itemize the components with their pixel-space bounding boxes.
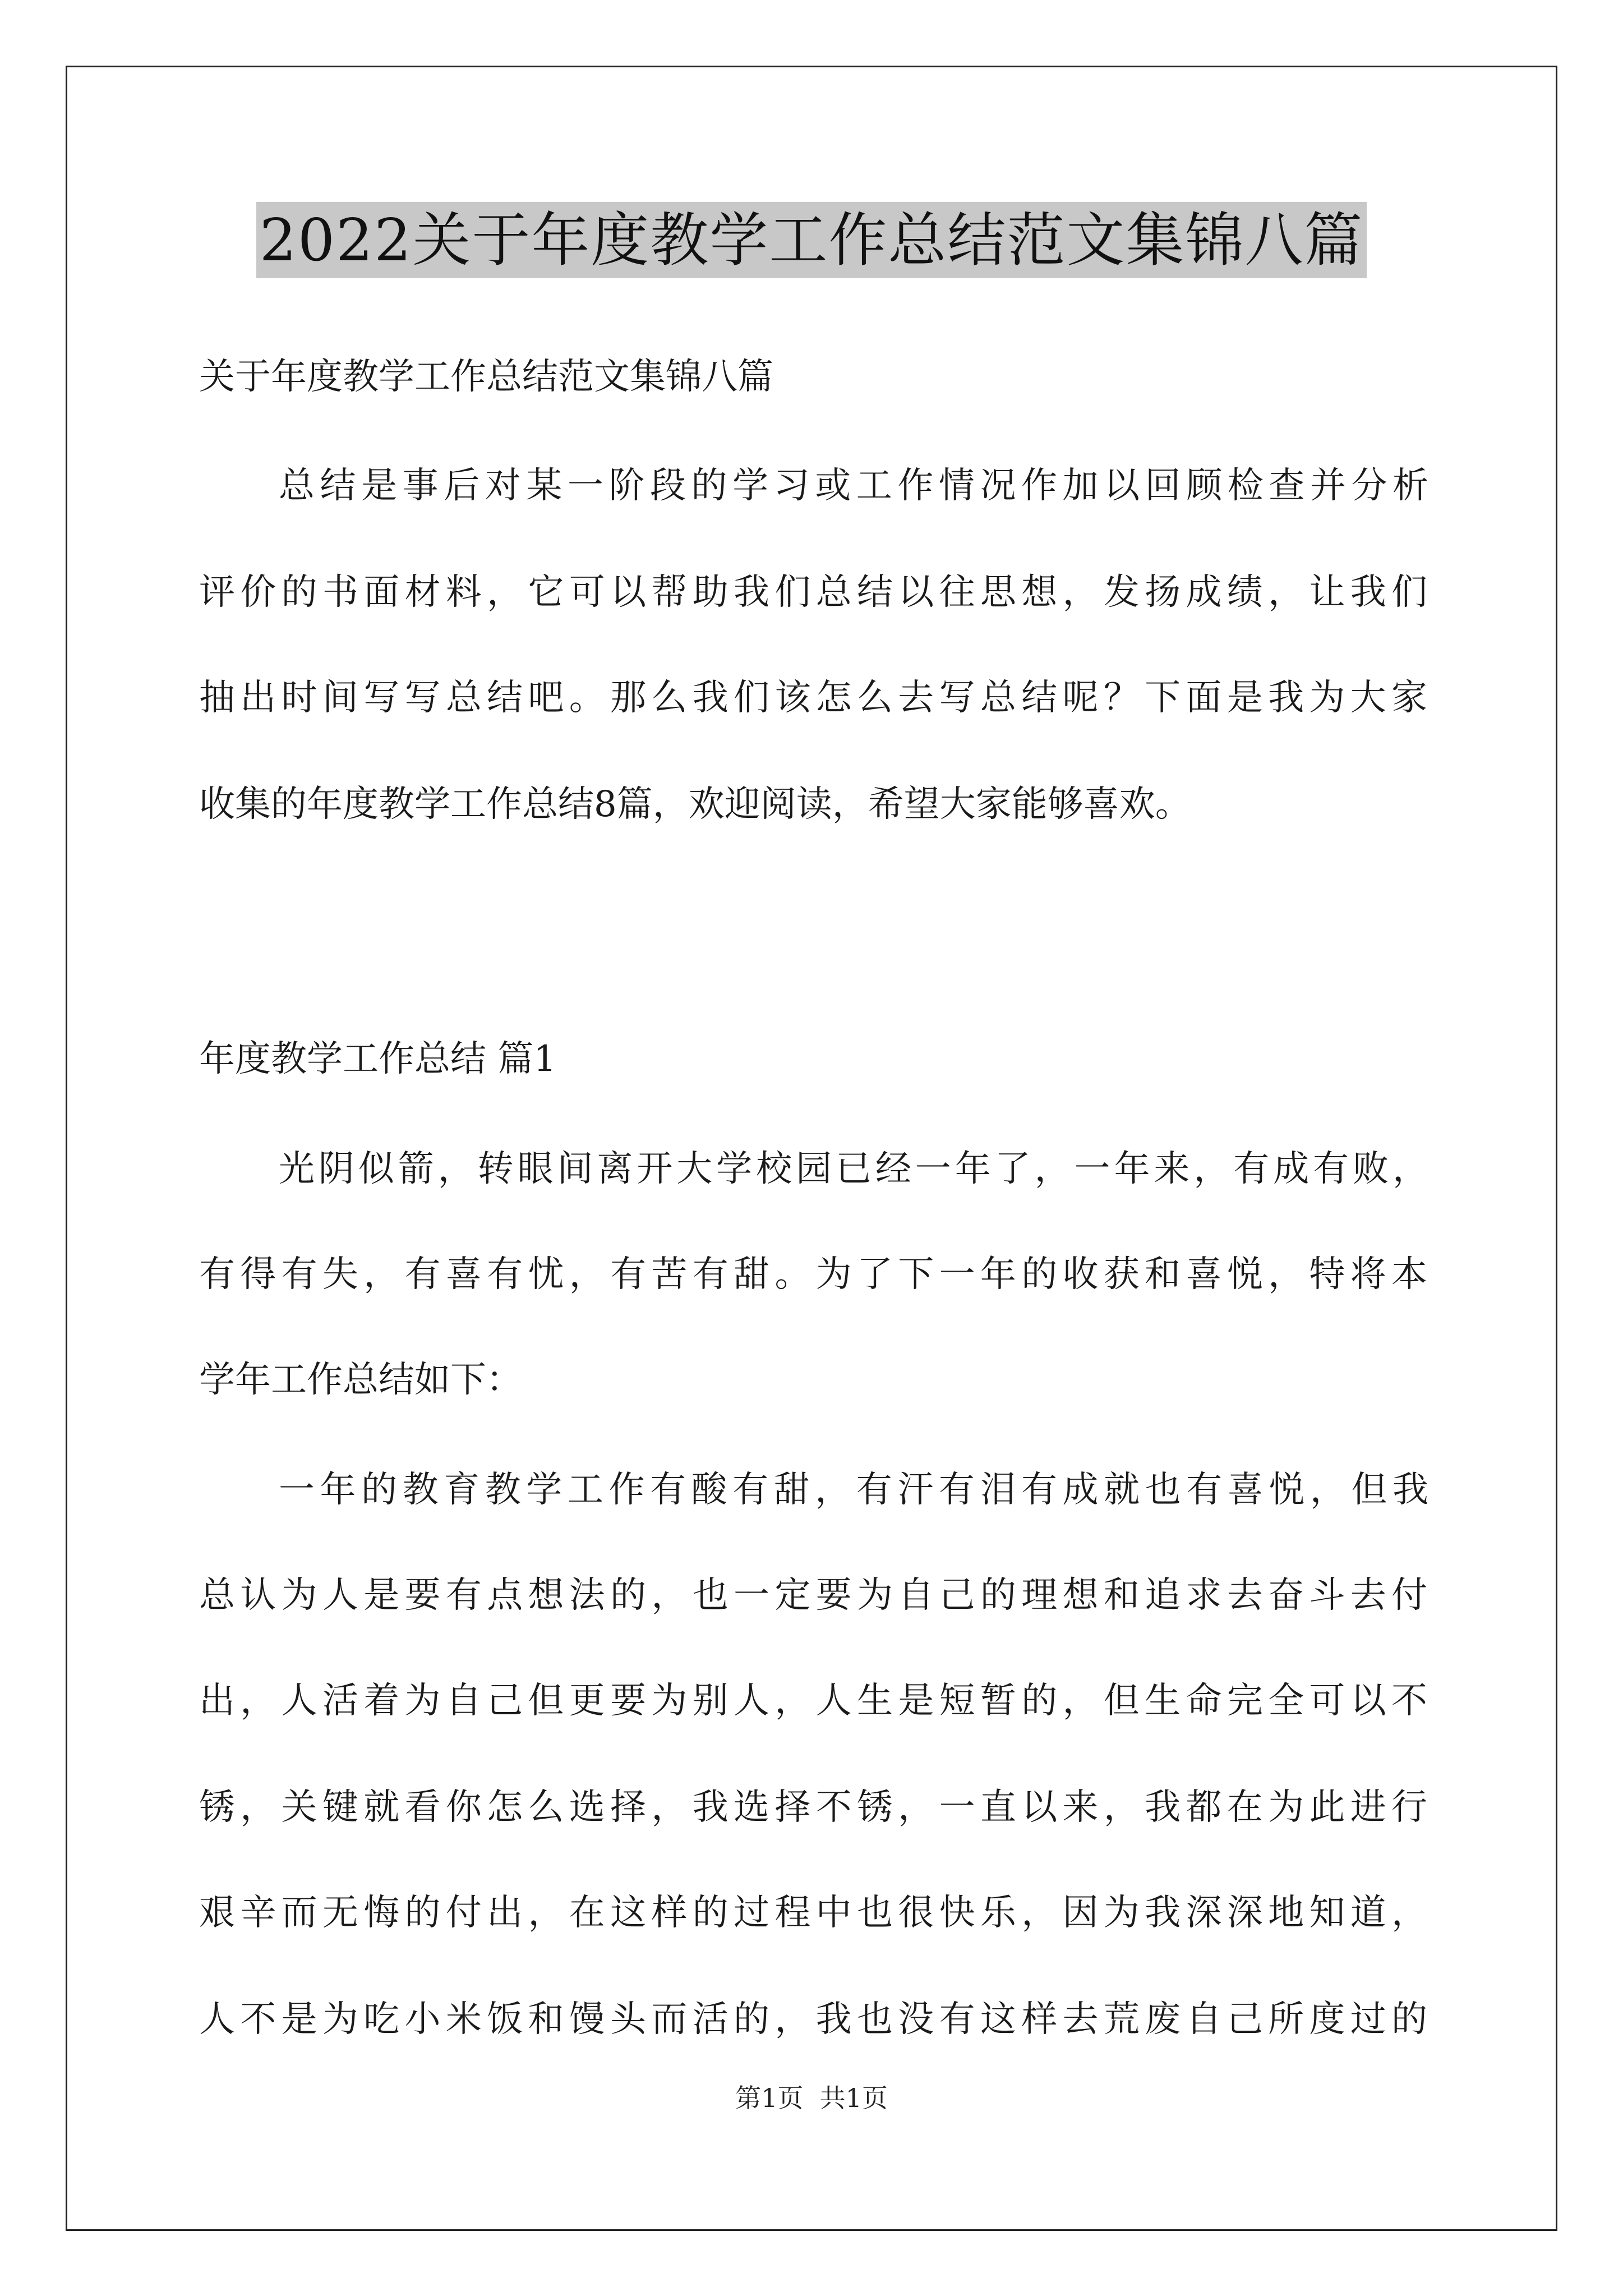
para2-line-6: 人不是为吃小米饭和馒头而活的，我也没有这样去荒废自己所度过的: [199, 1999, 1427, 2040]
para2-line-5: 艰辛而无悔的付出，在这样的过程中也很快乐，因为我深深地知道，: [199, 1892, 1427, 1934]
intro-line-4: 收集的年度教学工作总结8篇，欢迎阅读，希望大家能够喜欢。: [199, 784, 1191, 825]
intro-line-3: 抽出时间写写总结吧。那么我们该怎么去写总结呢？下面是我为大家: [199, 677, 1427, 719]
intro-line-1: 总结是事后对某一阶段的学习或工作情况作加以回顾检查并分析: [279, 465, 1428, 507]
para1-line-3: 学年工作总结如下：: [199, 1359, 522, 1401]
page-number: 第1页 共1页: [735, 2083, 888, 2113]
para1-line-1: 光阴似箭，转眼间离开大学校园已经一年了，一年来，有成有败，: [279, 1148, 1428, 1190]
para2-line-1: 一年的教育教学工作有酸有甜，有汗有泪有成就也有喜悦，但我: [279, 1469, 1428, 1511]
document-subtitle: 关于年度教学工作总结范文集锦八篇: [199, 356, 773, 398]
para1-line-2: 有得有失，有喜有忧，有苦有甜。为了下一年的收获和喜悦，特将本: [199, 1254, 1427, 1295]
section-heading: 年度教学工作总结 篇1: [199, 1038, 557, 1080]
title-container: [0, 202, 1623, 278]
para2-line-3: 出，人活着为自己但更要为别人，人生是短暂的，但生命完全可以不: [199, 1680, 1427, 1722]
para2-line-2: 总认为人是要有点想法的，也一定要为自己的理想和追求去奋斗去付: [199, 1575, 1427, 1616]
document-title: 2022关于年度教学工作总结范文集锦八篇: [256, 202, 1367, 278]
intro-line-2: 评价的书面材料，它可以帮助我们总结以往思想，发扬成绩，让我们: [199, 572, 1427, 613]
para2-line-4: 锈，关键就看你怎么选择，我选择不锈，一直以来，我都在为此进行: [199, 1787, 1427, 1828]
